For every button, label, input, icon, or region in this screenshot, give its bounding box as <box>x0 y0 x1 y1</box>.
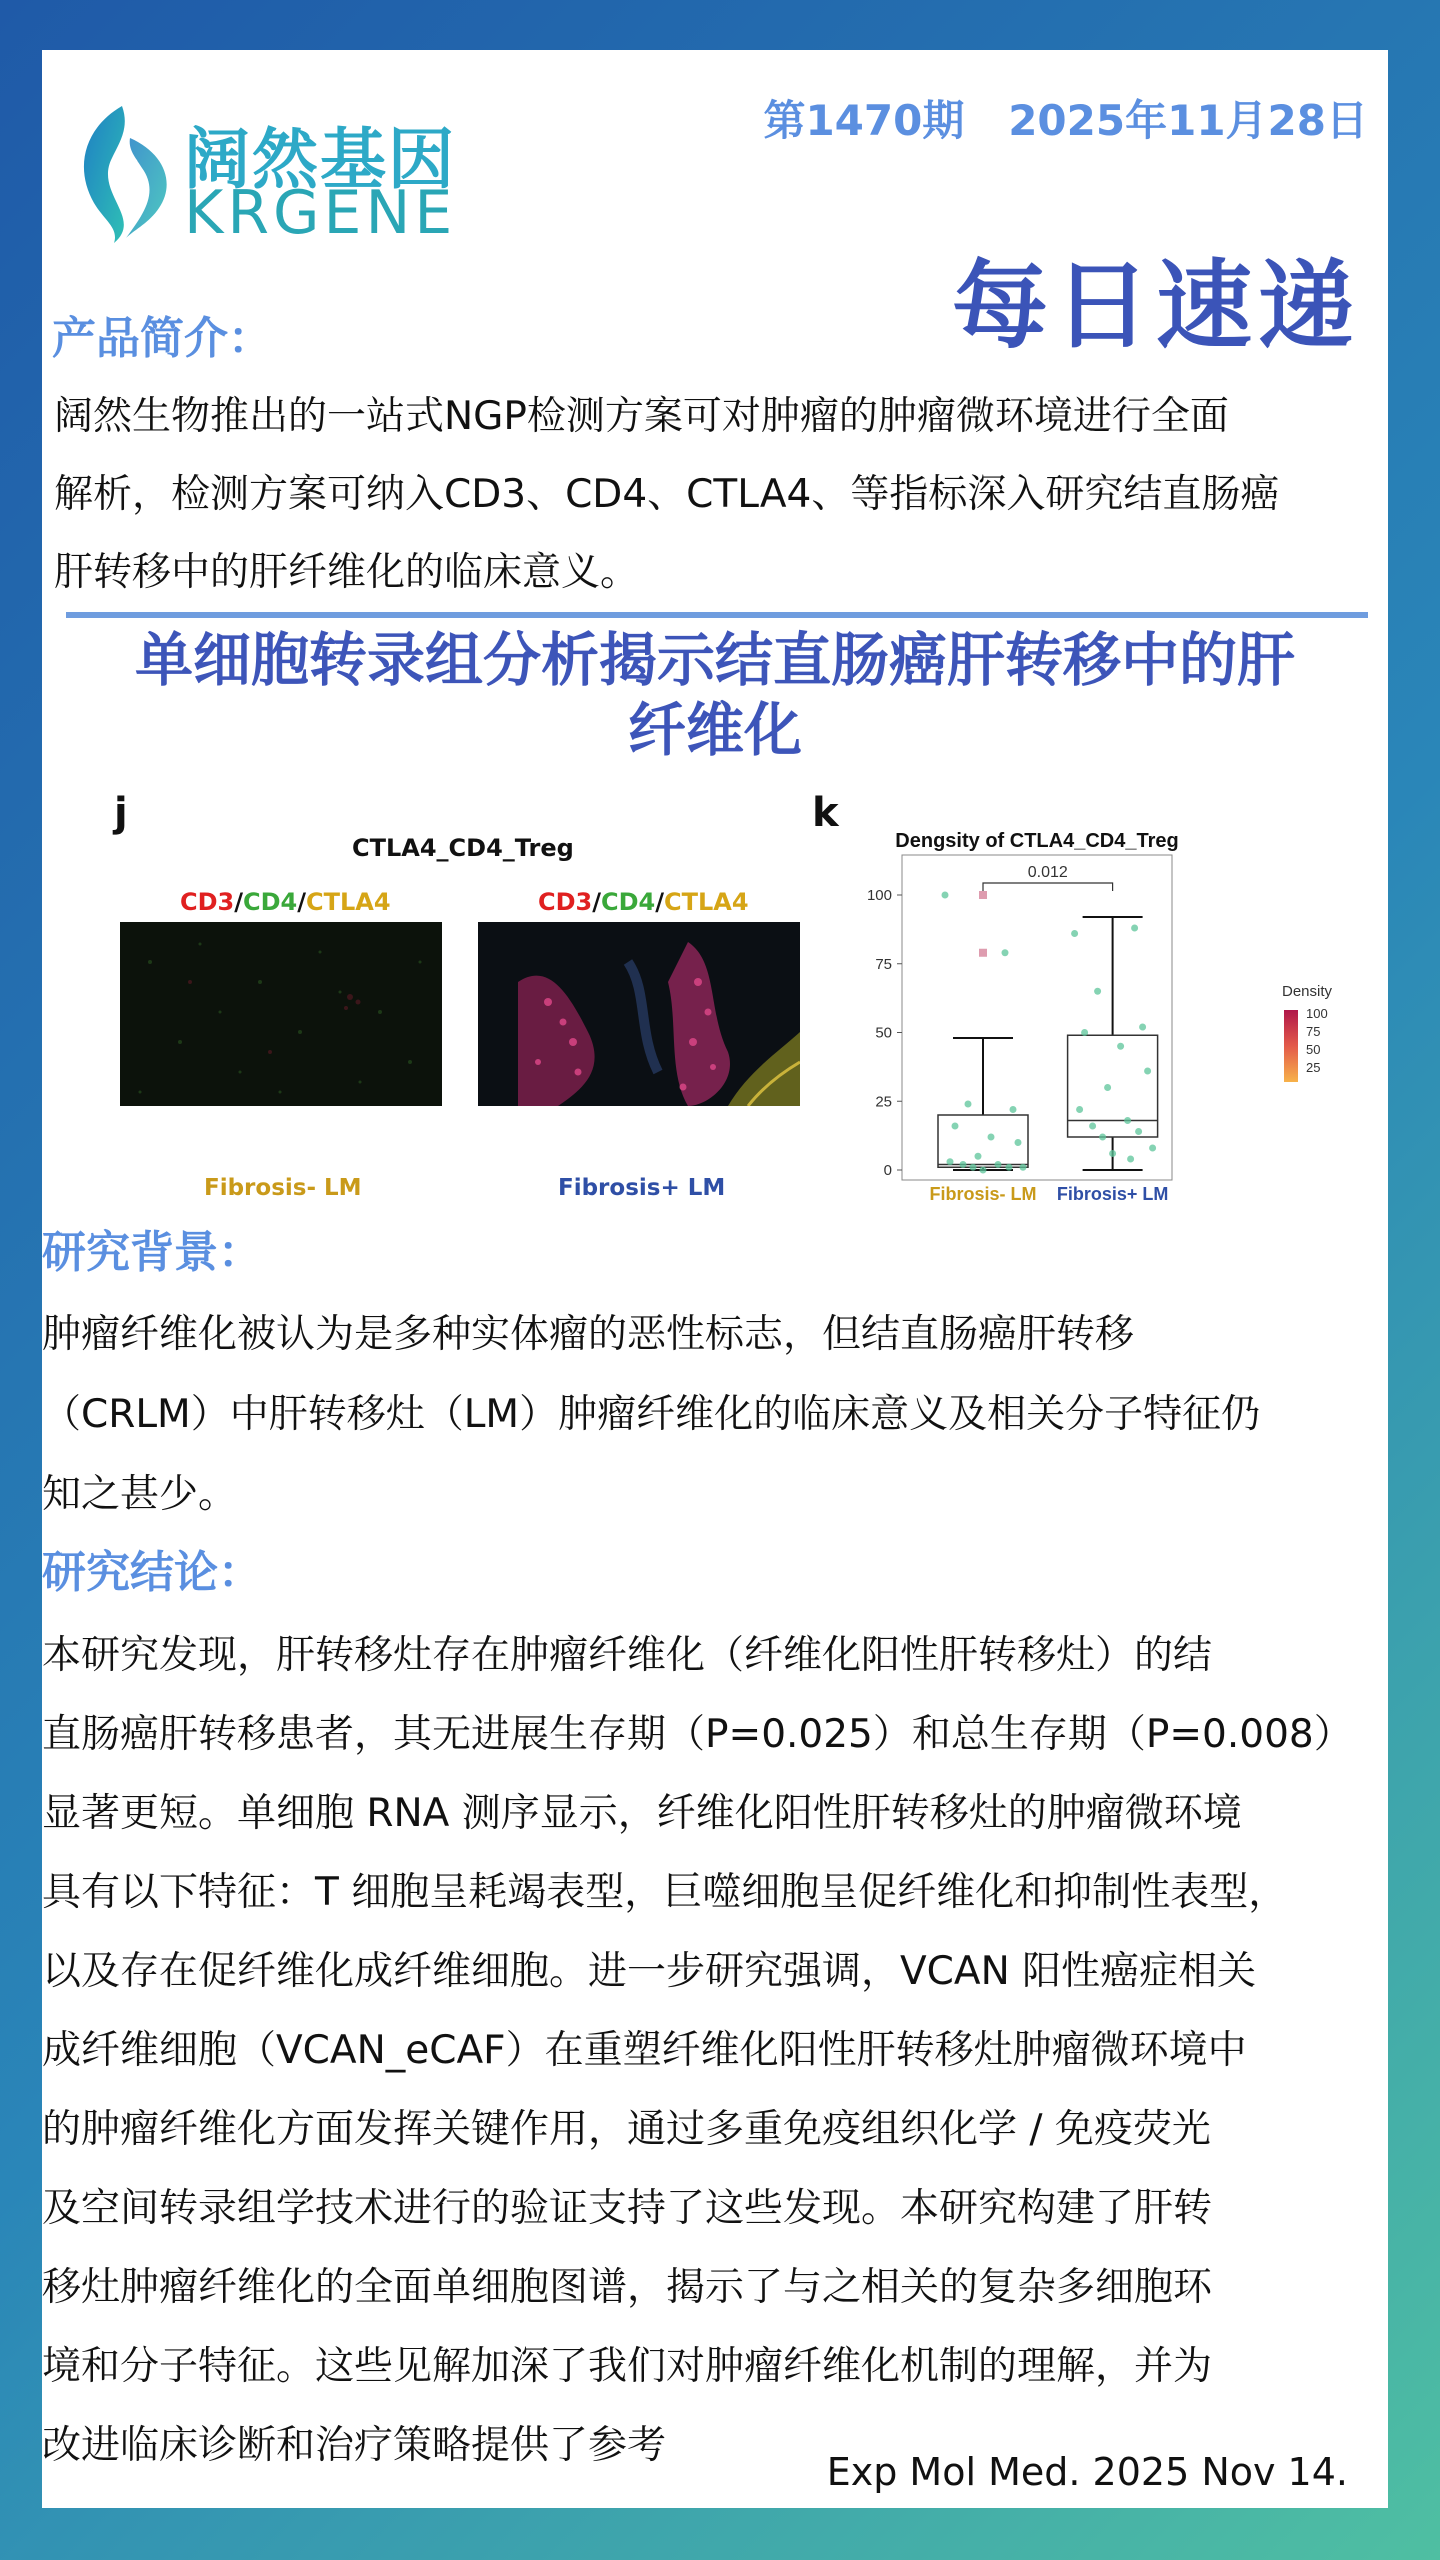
content-panel <box>42 50 1388 2508</box>
outlier-point <box>979 891 987 899</box>
conclusion-line: 显著更短。单细胞 RNA 测序显示，纤维化阳性肝转移灶的肿瘤微环境 <box>42 1791 1242 1836</box>
divider <box>66 612 1368 618</box>
data-point <box>975 1153 982 1160</box>
outlier-point <box>979 949 987 957</box>
legend-tick-label: 25 <box>1306 1060 1321 1075</box>
data-point <box>970 1164 977 1171</box>
intro-title: 产品简介： <box>52 313 272 364</box>
data-point <box>947 1158 954 1165</box>
significance-bracket <box>983 883 1113 891</box>
conclusion-title: 研究结论： <box>42 1547 262 1598</box>
conclusion-line: 成纤维细胞（VCAN_eCAF）在重塑纤维化阳性肝转移灶肿瘤微环境中 <box>42 2028 1247 2073</box>
legend-tick-label: 50 <box>1306 1042 1321 1057</box>
conclusion-line: 境和分子特征。这些见解加深了我们对肿瘤纤维化机制的理解，并为 <box>42 2344 1213 2389</box>
background-paragraph <box>42 1295 1388 1535</box>
conclusion-line: 以及存在促纤维化成纤维细胞。进一步研究强调，VCAN 阳性癌症相关 <box>42 1949 1257 1994</box>
y-tick-label: 50 <box>875 1024 892 1042</box>
issue-date: 第1470期 2025年11月28日 <box>763 96 1368 145</box>
data-point <box>1089 1123 1096 1130</box>
headline-line-1: 单细胞转录组分析揭示结直肠癌肝转移中的肝 <box>134 626 1295 694</box>
background-title: 研究背景： <box>42 1227 262 1278</box>
data-point <box>942 892 949 899</box>
legend-colorbar <box>1284 1010 1298 1082</box>
legend-tick-label: 75 <box>1306 1024 1321 1039</box>
conclusion-line: 具有以下特征：T 细胞呈耗竭表型，巨噬细胞呈促纤维化和抑制性表型， <box>42 1870 1288 1915</box>
data-point <box>1131 925 1138 932</box>
data-point <box>1104 1084 1111 1091</box>
p-value-label: 0.012 <box>1027 864 1068 881</box>
figure-j-letter: j <box>114 790 128 836</box>
data-point <box>1139 1024 1146 1031</box>
data-point <box>1124 1117 1131 1124</box>
intro-line: 阔然生物推出的一站式NGP检测方案可对肿瘤的肿瘤微环境进行全面 <box>54 394 1229 439</box>
legend-tick-label: 100 <box>1306 1006 1328 1021</box>
conclusion-line: 直肠癌肝转移患者，其无进展生存期（P=0.025）和总生存期（P=0.008） <box>42 1712 1353 1757</box>
data-point <box>980 1167 987 1174</box>
data-point <box>1117 1043 1124 1050</box>
y-tick-label: 75 <box>875 955 892 973</box>
data-point <box>1149 1145 1156 1152</box>
data-point <box>965 1101 972 1108</box>
data-point <box>1010 1106 1017 1113</box>
data-point <box>1071 930 1078 937</box>
citation: Exp Mol Med. 2025 Nov 14. <box>826 2450 1348 2494</box>
label-fibrosis-negative: Fibrosis- LM <box>204 1175 362 1201</box>
data-point <box>1081 1029 1088 1036</box>
figure-k-letter: k <box>812 790 839 836</box>
y-tick-label: 100 <box>866 887 892 904</box>
conclusion-line: 移灶肿瘤纤维化的全面单细胞图谱，揭示了与之相关的复杂多细胞环 <box>42 2265 1213 2310</box>
intro-paragraph <box>54 378 1384 612</box>
data-point <box>1135 1128 1142 1135</box>
data-point <box>1020 1164 1027 1171</box>
data-point <box>988 1134 995 1141</box>
chart-title: Dengsity of CTLA4_CD4_Treg <box>895 830 1179 852</box>
logo-chinese-name: 阔然基因 <box>184 121 456 198</box>
label-fibrosis-positive: Fibrosis+ LM <box>558 1175 726 1201</box>
conclusion-paragraph <box>42 1616 1388 2485</box>
data-point <box>1002 949 1009 956</box>
intro-line: 肝转移中的肝纤维化的临床意义。 <box>54 550 640 595</box>
figure-j-title: CTLA4_CD4_Treg <box>352 834 574 862</box>
background-line: 肿瘤纤维化被认为是多种实体瘤的恶性标志，但结直肠癌肝转移 <box>42 1312 1135 1357</box>
stain-legend-left: CD3/CD4/CTLA4 <box>180 888 391 916</box>
headline-line-2: 纤维化 <box>627 696 802 764</box>
conclusion-line: 改进临床诊断和治疗策略提供了参考 <box>42 2423 667 2468</box>
conclusion-line: 本研究发现，肝转移灶存在肿瘤纤维化（纤维化阳性肝转移灶）的结 <box>42 1633 1213 1678</box>
density-boxplot <box>842 770 1382 1240</box>
stain-legend-right: CD3/CD4/CTLA4 <box>538 888 749 916</box>
data-point <box>1076 1106 1083 1113</box>
conclusion-line: 及空间转录组学技术进行的验证支持了这些发现。本研究构建了肝转 <box>42 2186 1213 2231</box>
data-point <box>1144 1068 1151 1075</box>
x-category-label: Fibrosis+ LM <box>1056 1184 1169 1204</box>
intro-line: 解析，检测方案可纳入CD3、CD4、CTLA4、等指标深入研究结直肠癌 <box>54 472 1280 517</box>
conclusion-line: 的肿瘤纤维化方面发挥关键作用，通过多重免疫组织化学 / 免疫荧光 <box>42 2107 1211 2152</box>
article-headline <box>42 625 1388 765</box>
plot-frame <box>902 855 1172 1180</box>
logo-english-name: KRGENE <box>184 178 457 248</box>
background-line: （CRLM）中肝转移灶（LM）肿瘤纤维化的临床意义及相关分子特征仍 <box>42 1392 1261 1437</box>
data-point <box>1127 1156 1134 1163</box>
data-point <box>1015 1139 1022 1146</box>
x-category-label: Fibrosis- LM <box>929 1184 1037 1204</box>
data-point <box>960 1161 967 1168</box>
background-line: 知之甚少。 <box>42 1472 238 1517</box>
data-point <box>1099 1134 1106 1141</box>
y-tick-label: 0 <box>883 1162 892 1179</box>
krgene-logo-icon <box>64 98 184 248</box>
box <box>1068 1035 1158 1137</box>
data-point <box>1094 988 1101 995</box>
data-point <box>952 1123 959 1130</box>
legend-title: Density <box>1282 983 1333 1000</box>
data-point <box>995 1161 1002 1168</box>
y-tick-label: 25 <box>875 1093 892 1111</box>
data-point <box>1006 1164 1013 1171</box>
data-point <box>1109 1150 1116 1157</box>
banner-title: 每日速递 <box>952 250 1360 362</box>
micrograph-fibrosis-positive <box>478 922 800 1106</box>
micrograph-fibrosis-negative <box>120 922 442 1106</box>
